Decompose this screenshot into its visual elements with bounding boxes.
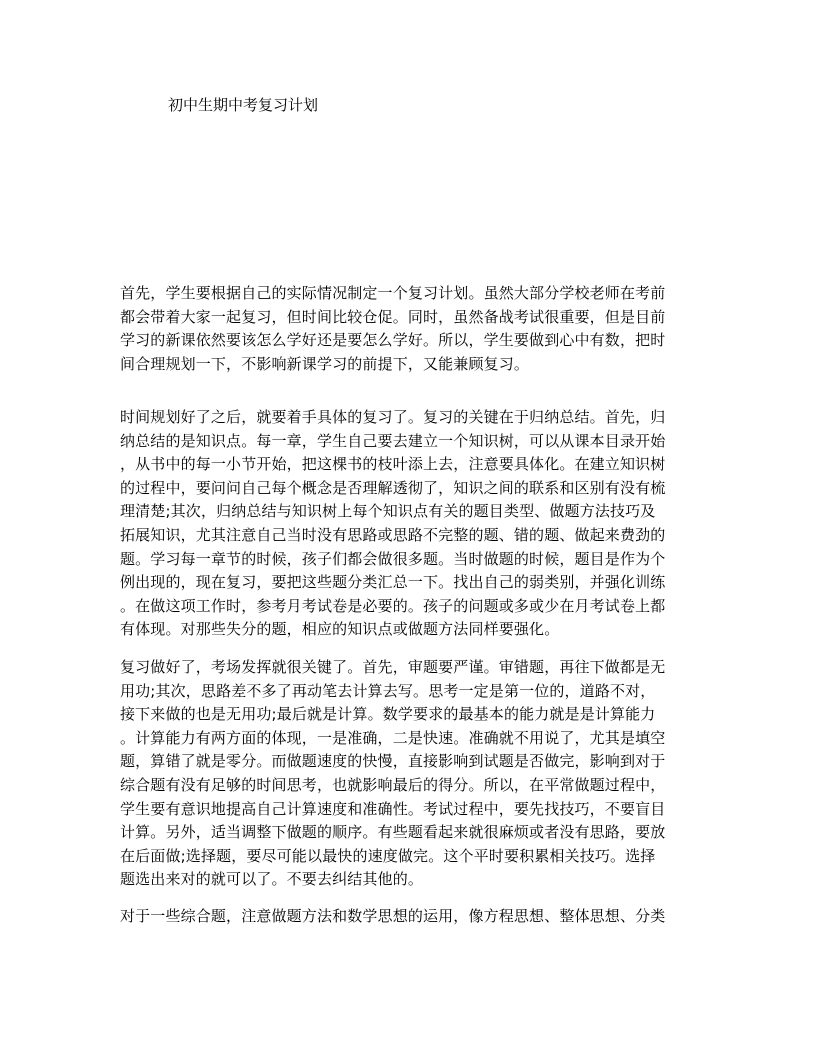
paragraph-line: 例出现的，现在复习，要把这些题分类汇总一下。找出自己的弱类别，并强化训练 [120, 573, 666, 592]
paragraph-line: 学生要有意识地提高自己计算速度和准确性。考试过程中，要先找技巧，不要盲目 [120, 799, 666, 818]
paragraph-line: 计算。另外，适当调整下做题的顺序。有些题看起来就很麻烦或者没有思路，要放 [120, 823, 666, 842]
paragraph-line: 学习的新课依然要该怎么学好还是要怎么学好。所以，学生要做到心中有数，把时 [120, 331, 666, 350]
paragraph-line: 题选出来对的就可以了。不要去纠结其他的。 [120, 870, 424, 889]
paragraph-line: 理清楚;其次，归纳总结与知识树上每个知识点有关的题目类型、做题方法技巧及 [120, 502, 656, 521]
paragraph-line: 间合理规划一下，不影响新课学习的前提下，又能兼顾复习。 [120, 354, 530, 373]
paragraph-line: ，从书中的每一小节开始，把这棵书的枝叶添上去，注意要具体化。在建立知识树 [120, 455, 666, 474]
paragraph-line: 题。学习每一章节的时候，孩子们都会做很多题。当时做题的时候，题目是作为个 [120, 549, 666, 568]
paragraph-line: 的过程中，要问问自己每个概念是否理解透彻了，知识之间的联系和区别有没有梳 [120, 478, 666, 497]
paragraph-1 [120, 282, 698, 376]
paragraph-line: 题，算错了就是零分。而做题速度的快慢，直接影响到试题是否做完，影响到对于 [120, 752, 666, 771]
paragraph-line: 纳总结的是知识点。每一章，学生自己要去建立一个知识树，可以从课本目录开始 [120, 431, 666, 450]
paragraph-line: 用功;其次，思路差不多了再动笔去计算去写。思考一定是第一位的，道路不对， [120, 681, 656, 700]
paragraph-line: 时间规划好了之后，就要着手具体的复习了。复习的关键在于归纳总结。首先，归 [120, 408, 666, 426]
document-title: 初中生期中考复习计划 [168, 96, 319, 114]
paragraph-line: 复习做好了，考场发挥就很关键了。首先，审题要严谨。审错题，再往下做都是无 [120, 658, 666, 676]
paragraph-line: 。计算能力有两方面的体现，一是准确，二是快速。准确就不用说了，尤其是填空 [120, 728, 666, 747]
paragraph-3 [120, 656, 698, 892]
paragraph-line: 首先，学生要根据自己的实际情况制定一个复习计划。虽然大部分学校老师在考前 [120, 284, 666, 302]
paragraph-line: 。在做这项工作时，参考月考试卷是必要的。孩子的问题或多或少在月考试卷上都 [120, 596, 666, 615]
paragraph-2 [120, 406, 698, 642]
paragraph-line: 都会带着大家一起复习，但时间比较仓促。同时，虽然备战考试很重要，但是目前 [120, 307, 666, 326]
paragraph-line: 拓展知识，尤其注意自己当时没有思路或思路不完整的题、错的题、做起来费劲的 [120, 525, 666, 544]
paragraph-line: 综合题有没有足够的时间思考，也就影响最后的得分。所以，在平常做题过程中， [120, 775, 666, 794]
paragraph-line: 在后面做;选择题，要尽可能以最快的速度做完。这个平时要积累相关技巧。选择 [120, 846, 656, 865]
paragraph-line: 接下来做的也是无用功;最后就是计算。数学要求的最基本的能力就是是计算能力 [120, 705, 656, 724]
paragraph-4 [120, 905, 698, 929]
paragraph-line: 对于一些综合题，注意做题方法和数学思想的运用，像方程思想、整体思想、分类 [120, 907, 666, 925]
paragraph-line: 有体现。对那些失分的题，相应的知识点或做题方法同样要强化。 [120, 620, 560, 639]
